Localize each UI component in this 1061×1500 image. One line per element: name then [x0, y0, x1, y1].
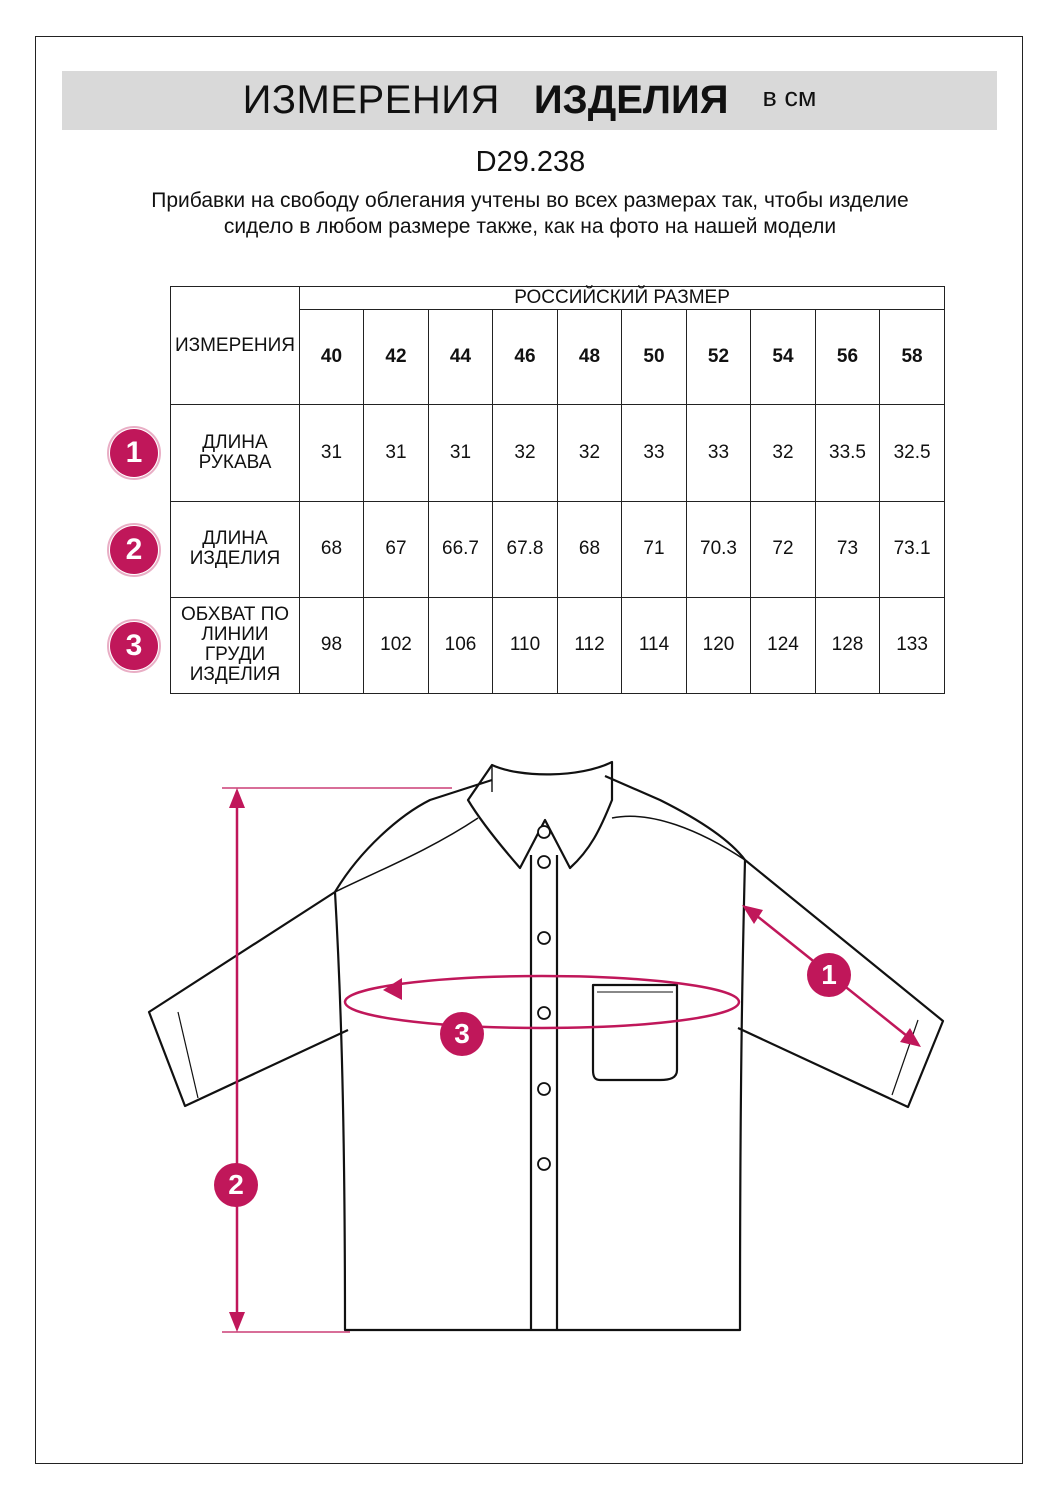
button: [538, 1158, 550, 1170]
right-sleeve: [605, 776, 943, 1107]
buttons: [538, 826, 550, 1170]
diagram-label-1: 1: [807, 953, 851, 997]
title-bold: ИЗДЕЛИЯ: [533, 78, 729, 122]
table-cell: 114: [622, 597, 687, 693]
table-cell: 68: [558, 501, 622, 597]
table-cell: 33: [622, 405, 687, 501]
table-cell: 32: [751, 405, 816, 501]
button: [538, 856, 550, 868]
table-cell: 66.7: [429, 501, 493, 597]
collar-stand: [492, 762, 612, 792]
chest-pocket: [593, 985, 677, 1080]
table-cell: 33: [687, 405, 751, 501]
table-cell: 73.1: [880, 501, 945, 597]
row-label: ДЛИНА РУКАВА: [171, 405, 300, 501]
measurement-guides: [222, 788, 921, 1332]
arrow-head: [229, 788, 245, 808]
button: [538, 1007, 550, 1019]
button: [538, 932, 550, 944]
title-regular: ИЗМЕРЕНИЯ: [242, 78, 500, 122]
fit-note: Прибавки на свободу облегания учтены во всех размерах так, чтобы изделие сидело в любом размере также, как на фото на нашей модели: [151, 189, 909, 238]
size-cell: 42: [364, 310, 429, 405]
table-cell: 112: [558, 597, 622, 693]
table-cell: 98: [300, 597, 364, 693]
right-yoke: [612, 816, 745, 860]
table-cell: 31: [364, 405, 429, 501]
size-cell: 58: [880, 310, 945, 405]
table-cell: 67: [364, 501, 429, 597]
size-cell: 54: [751, 310, 816, 405]
table-cell: 32: [493, 405, 558, 501]
size-cell: 48: [558, 310, 622, 405]
button: [538, 1083, 550, 1095]
row-label: ОБХВАТ ПО ЛИНИИ ГРУДИ ИЗДЕЛИЯ: [171, 597, 300, 693]
model-code: D29.238: [475, 146, 586, 178]
shirt-body: [335, 860, 745, 1330]
size-cell: 52: [687, 310, 751, 405]
size-cell: 50: [622, 310, 687, 405]
right-cuff-line: [892, 1020, 918, 1095]
chest-ellipse: [345, 976, 739, 1028]
arrow-head: [900, 1028, 921, 1047]
button: [538, 826, 550, 838]
table-cell: 31: [300, 405, 364, 501]
size-cell: 46: [493, 310, 558, 405]
table-cell: 128: [816, 597, 880, 693]
size-cell: 44: [429, 310, 493, 405]
diagram-label-3: 3: [440, 1012, 484, 1056]
shirt-outline: [149, 762, 943, 1330]
table-cell: 32: [558, 405, 622, 501]
row-label: ДЛИНА ИЗДЕЛИЯ: [171, 501, 300, 597]
table-cell: 120: [687, 597, 751, 693]
table-cell: 32.5: [880, 405, 945, 501]
arrow-head: [229, 1312, 245, 1332]
table-cell: 70.3: [687, 501, 751, 597]
left-cuff-line: [178, 1012, 198, 1098]
table-cell: 110: [493, 597, 558, 693]
diagram-label-2: 2: [214, 1163, 258, 1207]
row-marker-3: 3: [110, 622, 158, 670]
table-cell: 106: [429, 597, 493, 693]
measure-header: ИЗМЕРЕНИЯ: [171, 287, 300, 405]
arrow-head: [742, 905, 763, 924]
table-cell: 102: [364, 597, 429, 693]
collar: [468, 762, 612, 868]
size-cell: 56: [816, 310, 880, 405]
table-cell: 72: [751, 501, 816, 597]
title-unit: в см: [762, 82, 817, 112]
table-cell: 124: [751, 597, 816, 693]
table-cell: 33.5: [816, 405, 880, 501]
table-cell: 68: [300, 501, 364, 597]
table-cell: 133: [880, 597, 945, 693]
left-sleeve: [149, 780, 492, 1106]
table-cell: 31: [429, 405, 493, 501]
size-header: РОССИЙСКИЙ РАЗМЕР: [300, 287, 945, 310]
arrow-head: [383, 978, 402, 1000]
left-yoke: [335, 818, 478, 892]
table-cell: 73: [816, 501, 880, 597]
size-cell: 40: [300, 310, 364, 405]
row-marker-2: 2: [110, 526, 158, 574]
table-cell: 67.8: [493, 501, 558, 597]
table-cell: 71: [622, 501, 687, 597]
row-marker-1: 1: [110, 429, 158, 477]
